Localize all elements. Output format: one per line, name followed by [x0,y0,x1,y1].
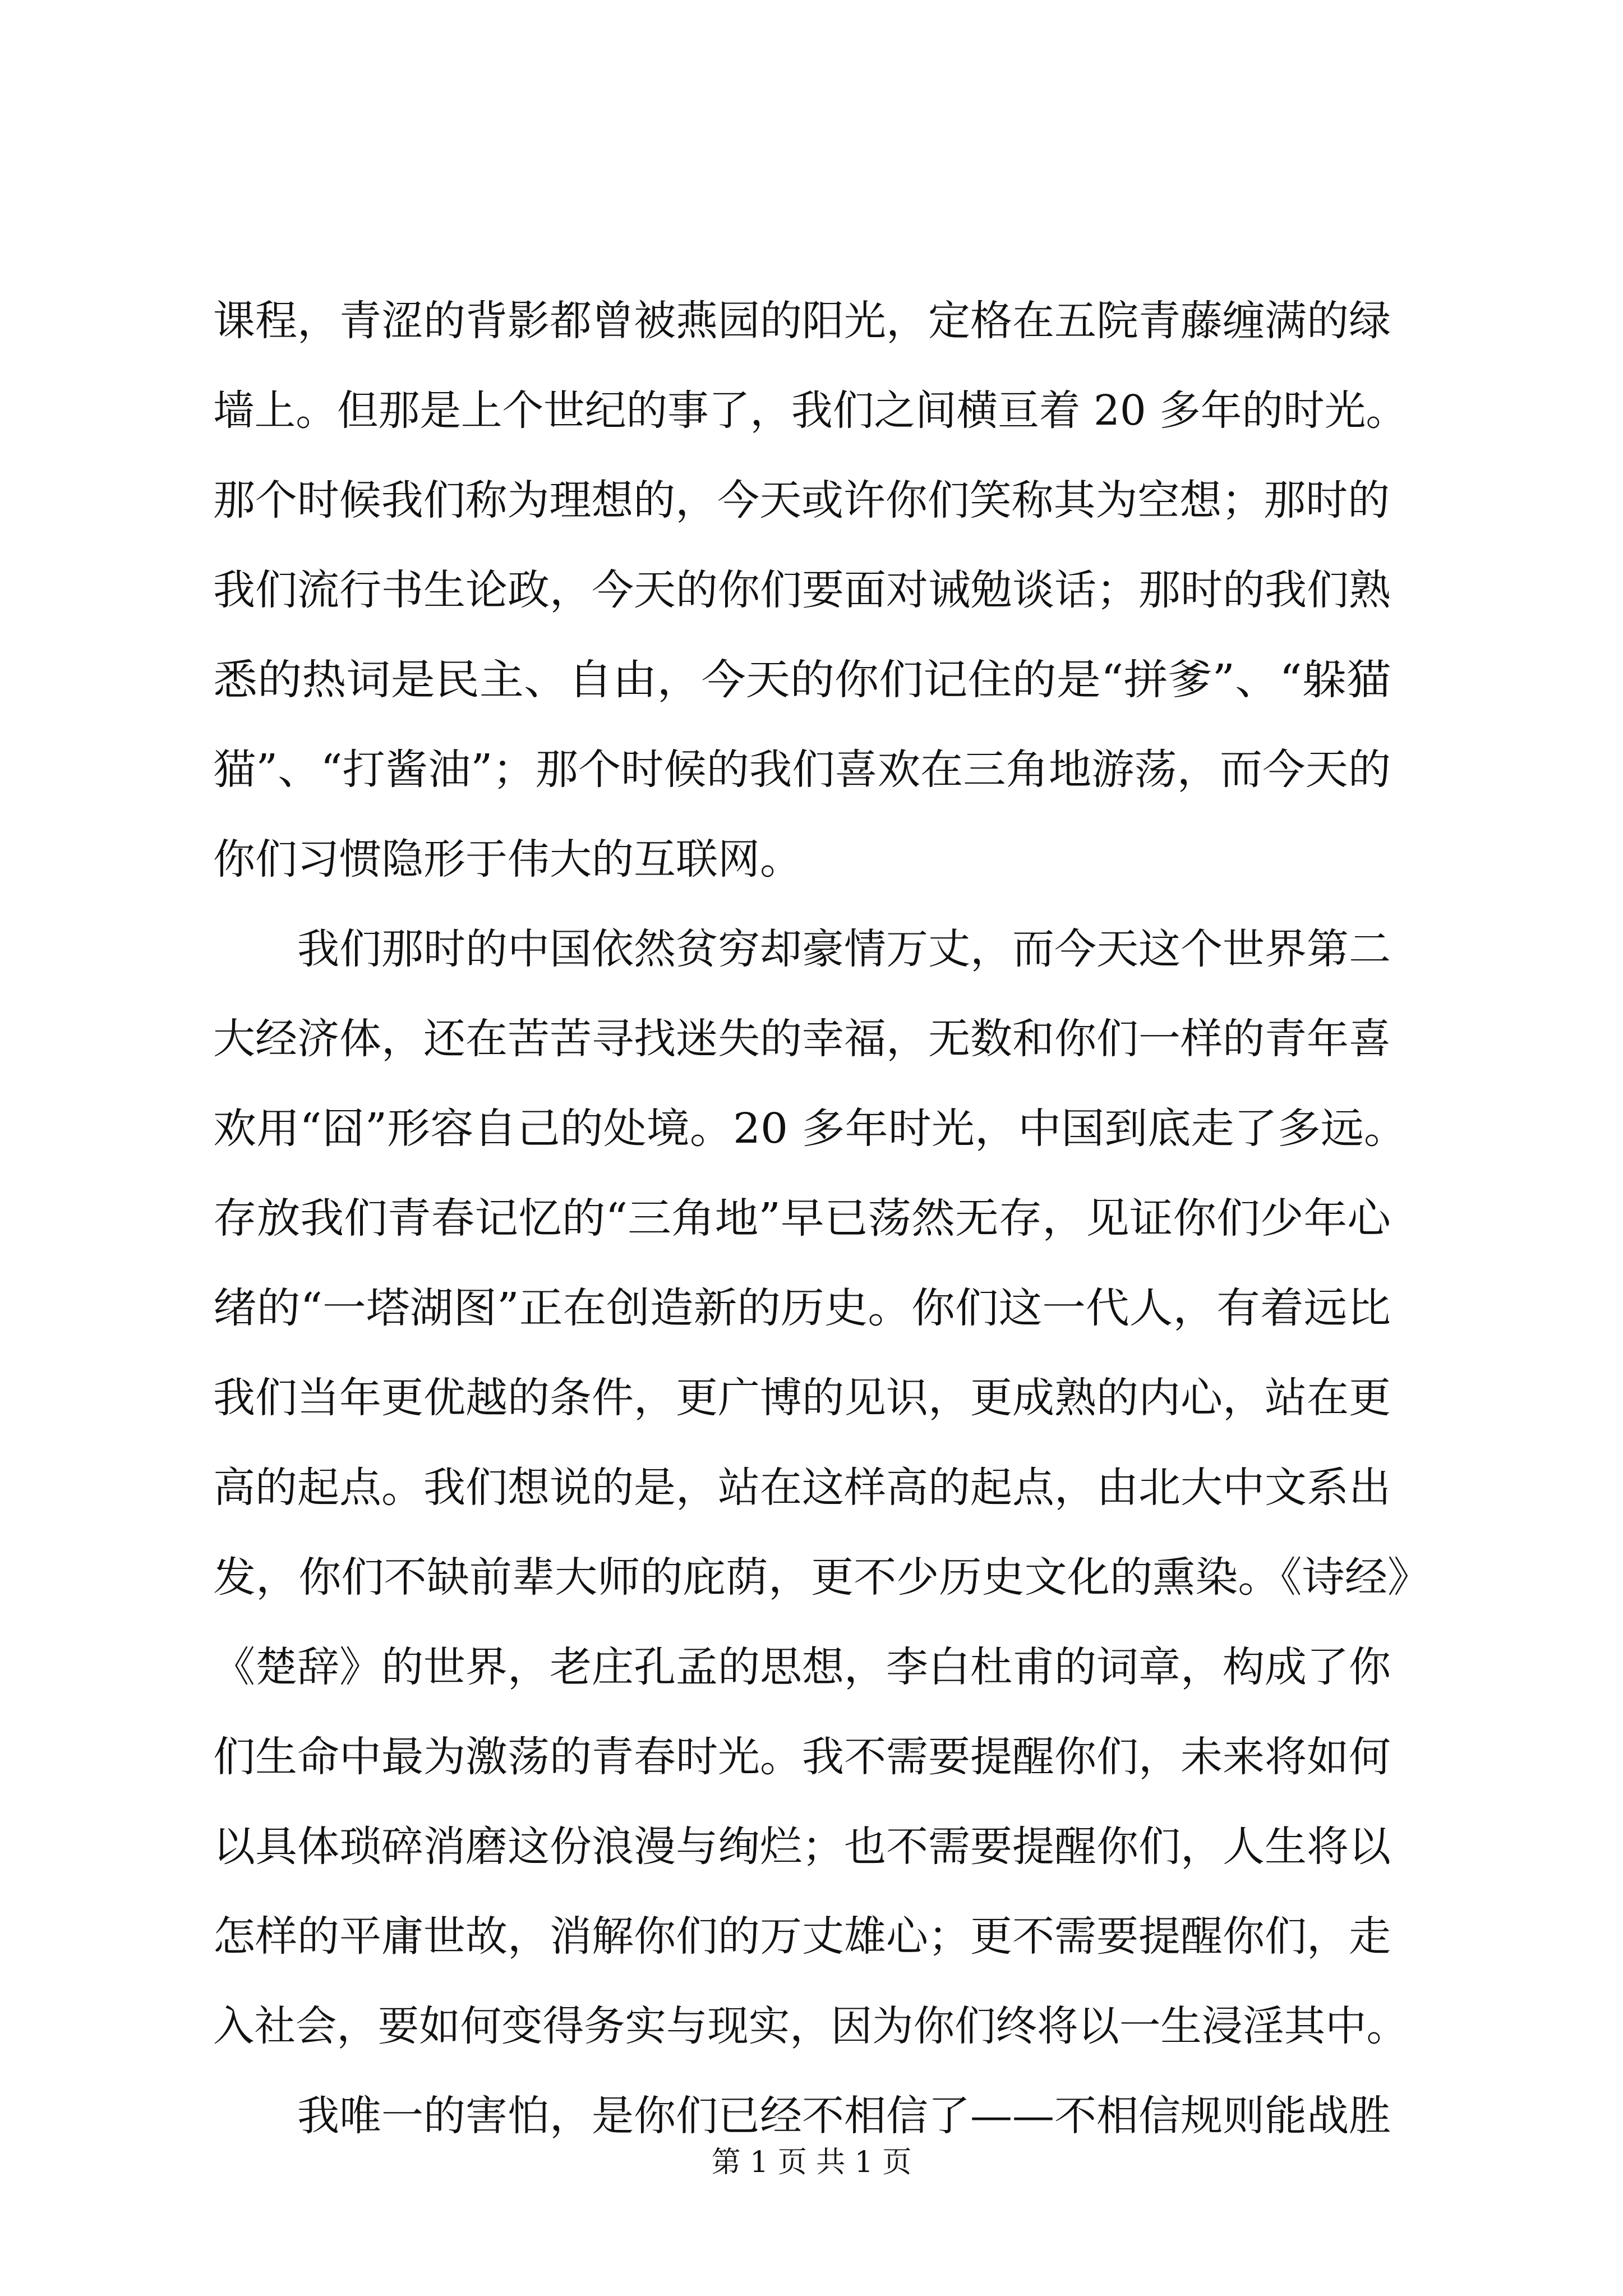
text-line [0,1277,1623,1339]
text-line [0,1367,1623,1429]
text-line-content: 课程，青涩的背影都曾被燕园的阳光，定格在五院青藤缠满的绿 [213,297,1391,345]
text-line [0,1636,1623,1698]
text-line-content: 你们习惯隐形于伟大的互联网。 [213,835,802,884]
text-line-content: 我唯一的害怕，是你们已经不相信了——不相信规则能战胜 [297,2092,1391,2140]
text-line [0,739,1623,800]
text-line [0,1008,1623,1070]
text-line [0,918,1623,980]
text-line [0,1098,1623,1159]
text-line-content: 我们当年更优越的条件，更广博的见识，更成熟的内心，站在更 [213,1374,1391,1422]
text-line-content: 入社会，要如何变得务实与现实，因为你们终将以一生浸淫其中。 [213,2002,1408,2050]
text-line [0,290,1623,352]
text-line-content: 们生命中最为激荡的青春时光。我不需要提醒你们，未来将如何 [213,1733,1391,1781]
text-line [0,829,1623,890]
text-line-content: 存放我们青春记忆的“三角地”早已荡然无存，见证你们少年心 [213,1194,1391,1243]
text-line [0,2085,1623,2147]
text-line [0,1906,1623,1967]
text-line-content: 绪的“一塔湖图”正在创造新的历史。你们这一代人，有着远比 [213,1284,1391,1332]
text-line [0,1188,1623,1249]
text-line [0,649,1623,711]
text-line-content: 我们那时的中国依然贫穷却豪情万丈，而今天这个世界第二 [297,925,1391,973]
text-line-content: 那个时候我们称为理想的，今天或许你们笑称其为空想；那时的 [213,476,1390,524]
text-line-content: 墙上。但那是上个世纪的事了，我们之间横亘着 20 多年的时光。 [213,386,1407,435]
text-line [0,1726,1623,1788]
text-line-content: 我们流行书生论政，今天的你们要面对诫勉谈话；那时的我们熟 [213,566,1391,614]
text-line-content: 大经济体，还在苦苦寻找迷失的幸福，无数和你们一样的青年喜 [213,1015,1391,1063]
text-line-content: 以具体琐碎消磨这份浪漫与绚烂；也不需要提醒你们，人生将以 [213,1823,1391,1871]
page-footer: 第 1 页 共 1 页 [711,2146,912,2179]
text-line-content: 猫”、“打酱油”；那个时候的我们喜欢在三角地游荡，而今天的 [213,746,1391,794]
text-line [0,380,1623,441]
text-line-content: 高的起点。我们想说的是，站在这样高的起点，由北大中文系出 [213,1464,1391,1512]
text-line-content: 怎样的平庸世故，消解你们的万丈雄心；更不需要提醒你们，走 [213,1912,1391,1961]
text-line [0,559,1623,621]
text-line [0,1547,1623,1608]
text-line [0,1457,1623,1519]
text-line [0,470,1623,531]
text-line [0,1995,1623,2057]
text-line-content: 发，你们不缺前辈大师的庇荫，更不少历史文化的熏染。《诗经》 [213,1553,1430,1602]
text-line-content: 悉的热词是民主、自由，今天的你们记住的是“拼爹”、“躲猫 [213,656,1391,704]
text-line-content: 欢用“囧”形容自己的处境。20 多年时光，中国到底走了多远。 [213,1105,1407,1153]
text-line [0,1816,1623,1878]
text-line-content: 《楚辞》的世界，老庄孔孟的思想，李白杜甫的词章，构成了你 [213,1643,1391,1691]
